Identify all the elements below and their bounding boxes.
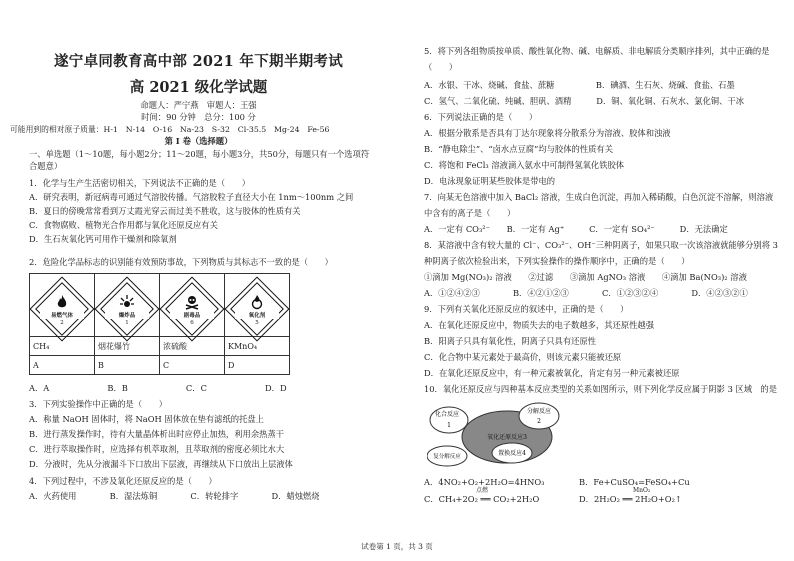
q10-option-c: C．CH₄+2O₂ ══ CO₂+2H₂O (424, 494, 540, 504)
redox-label: 氧化还原反应3 (487, 434, 527, 441)
hazard-cell (95, 274, 160, 337)
q10-option-a: A．4NO₂+O₂+2H₂O=4HNO₃ (424, 477, 545, 487)
question-2: 2．危险化学品标志的识别能有效预防事故，下列物质与其标志不一致的是（ ） (29, 257, 333, 267)
hazard-number: 1 (125, 320, 129, 326)
q1-option-a: A．研究表明，新冠病毒可通过气溶胶传播。气溶胶粒子直径大小在 1nm～100nm 之间 (29, 192, 354, 202)
substance-cell: 烟花爆竹 (95, 337, 160, 356)
double-replacement-label: 复分解反应 (433, 454, 461, 460)
part-title: 第 I 卷（选择题） (164, 136, 233, 146)
question-6: 6．下列说法正确的是（ ） (424, 112, 538, 122)
hazard-number: 2 (60, 320, 64, 326)
q8-steps: ①滴加 Mg(NO₃)₂ 溶液 ②过滤 ③滴加 AgNO₃ 溶液 ④滴加 Ba(NO₃)₂ 溶液 (424, 272, 747, 282)
hazard-symbol-table (29, 273, 290, 375)
explosion-icon (119, 294, 135, 310)
substance-letter: C (160, 356, 225, 375)
decomposition-ellipse (519, 403, 559, 429)
question-8-cont: 种阴离子依次检验出来，下列实验操作的操作顺序中，正确的是（ ） (424, 256, 690, 266)
hazard-diamond (29, 276, 94, 341)
hazard-label: 爆炸品 (105, 311, 149, 319)
question-5-cont: （ ） (424, 62, 458, 72)
q9-option-d: D．在氧化还原反应中，有一种元素被氧化，肯定有另一种元素被还原 (424, 368, 680, 378)
skull-icon (184, 294, 200, 310)
question-1: 1．化学与生产生活密切相关，下列说法不正确的是（ ） (29, 178, 250, 188)
q1-option-b: B．夏日的傍晚常常看到万丈霞光穿云而过美不胜收，这与胶体的性质有关 (29, 206, 301, 216)
q3-option-d: D．分液时，先从分液漏斗下口放出下层液，再继续从下口放出上层液体 (29, 459, 293, 469)
q5-options-cd: C．氢气、二氧化硫、纯碱、胆矾、酒精 D．铜、氧化铜、石灰水、氯化铜、干冰 (424, 96, 744, 106)
hazard-cell (30, 274, 95, 337)
q10-d-condition: MnO₂ (633, 487, 651, 494)
hazard-cell (225, 274, 290, 337)
reaction-venn-diagram (427, 400, 567, 470)
q1-option-c: C．食物腐败、植物光合作用都与氧化还原反应有关 (29, 220, 218, 230)
q9-option-b: B．阳离子只具有氧化性，阴离子只具有还原性 (424, 336, 597, 346)
hazard-number: 6 (190, 320, 194, 326)
hazard-label: 氧化剂 (235, 311, 279, 319)
page-footer: 试卷第 1 页，共 3 页 (361, 542, 433, 551)
q6-option-a: A．根据分散系是否具有丁达尔现象将分散系分为溶液、胶体和浊液 (424, 128, 671, 138)
q7-options: A．一定有 CO₃²⁻ B．一定有 Ag⁺ C．一定有 SO₄²⁻ D．无法确定 (424, 224, 728, 234)
question-4: 4．下列过程中，不涉及氧化还原反应的是（ ） (29, 476, 217, 486)
q6-option-c: C．将饱和 FeCl₃ 溶液滴入氨水中可制得氢氧化铁胶体 (424, 160, 625, 170)
q3-option-b: B．进行蒸发操作时，待有大量晶体析出时应停止加热，利用余热蒸干 (29, 429, 285, 439)
flame-icon (54, 294, 70, 310)
q3-option-c: C．进行萃取操作时，应选择有机萃取剂，且萃取剂的密度必须比水大 (29, 444, 285, 454)
question-10: 10．氧化还原反应与四种基本反应类型的关系如图所示，则下列化学反应属于阴影 3 区域 的是 (424, 384, 777, 394)
substance-cell: 浓硫酸 (160, 337, 225, 356)
q2-options: A．A B．B C．C D．D (29, 383, 287, 393)
hazard-diamond (224, 276, 289, 341)
substance-letter: B (95, 356, 160, 375)
hazard-label: 剧毒品 (170, 311, 214, 319)
q3-option-a: A．称量 NaOH 固体时，将 NaOH 固体放在垫有滤纸的托盘上 (29, 414, 264, 424)
q9-option-c: C．化合物中某元素处于最高价，则该元素只能被还原 (424, 352, 622, 362)
question-7: 7．向某无色溶液中加入 BaCl₂ 溶液，生成白色沉淀，再加入稀硝酸，白色沉淀不溶解，则溶液 (424, 192, 774, 202)
question-7-cont: 中含有的离子是（ ） (424, 208, 516, 218)
question-5: 5．将下列各组物质按单质、酸性氧化物、碱、电解质、非电解质分类顺序排列，其中正确的是 (424, 46, 770, 56)
hazard-diamond (94, 276, 159, 341)
q4-options: A．火药使用 B．湿法炼铜 C．转轮排字 D．蜡烛燃烧 (29, 491, 320, 501)
hazard-label: 易燃气体 (40, 311, 84, 319)
substance-letter: A (30, 356, 95, 375)
q10-c-condition: 点燃 (476, 487, 489, 494)
hazard-number: 5 (255, 320, 259, 326)
section-intro-1: 一、单选题（1～10题，每小题2分；11～20题，每小题3分，共50分，每题只有一个选项符 (29, 149, 370, 159)
question-8: 8．某溶液中含有较大量的 Cl⁻、CO₃²⁻、OH⁻三种阴离子，如果只取一次该溶液就能够分别将 3 (424, 240, 778, 250)
replacement-label: 置换反应4 (498, 450, 526, 457)
substance-cell: CH₄ (30, 337, 95, 356)
hazard-cell (160, 274, 225, 337)
time-score: 时间：90 分钟 总分：100 分 (141, 112, 256, 122)
exam-title: 遂宁卓同教育高中部 2021 年下期半期考试 (53, 53, 344, 70)
combination-label: 化合反应 (434, 411, 460, 418)
atomic-masses: 可能用到的相对原子质量：H-1 N-14 O-16 Na-23 S-32 Cl-35.5 Mg-24 Fe-56 (10, 125, 330, 134)
hazard-diamond (159, 276, 224, 341)
exam-subtitle: 高 2021 级化学试题 (129, 79, 268, 96)
substance-letter: D (225, 356, 290, 375)
q5-options-ab: A．水银、干冰、烧碱、食盐、蔗糖 B．碘酒、生石灰、烧碱、食盐、石墨 (424, 80, 735, 90)
q1-option-d: D．生石灰氧化钙可用作干燥剂和除氧剂 (29, 234, 177, 244)
oxidizer-icon (249, 294, 265, 310)
substance-cell: KMnO₄ (225, 337, 290, 356)
q8-options: A．①②④②③ B．④②①②③ C．①②③②④ D．④②③②① (424, 288, 748, 298)
question-9: 9．下列有关氧化还原反应的叙述中，正确的是（ ） (424, 304, 629, 314)
section-intro-2: 合题意） (29, 161, 63, 171)
decomposition-number: 2 (537, 418, 541, 425)
q10-option-b: B．Fe+CuSO₄=FeSO₄+Cu (579, 477, 690, 487)
q6-option-b: B．“静电除尘”、“卤水点豆腐”均与胶体的性质有关 (424, 144, 614, 154)
q9-option-a: A．在氧化还原反应中，物质失去的电子数越多，其还原性越强 (424, 320, 655, 330)
q10-option-d: D．2H₂O₂ ══ 2H₂O+O₂↑ (579, 494, 682, 504)
authors: 命题人：严宁燕 审题人：王强 (140, 100, 257, 110)
question-3: 3．下列实验操作中正确的是（ ） (29, 399, 168, 409)
combination-number: 1 (447, 422, 451, 429)
q6-option-d: D．电泳现象证明某些胶体是带电的 (424, 176, 556, 186)
decomposition-label: 分解反应 (526, 408, 552, 415)
